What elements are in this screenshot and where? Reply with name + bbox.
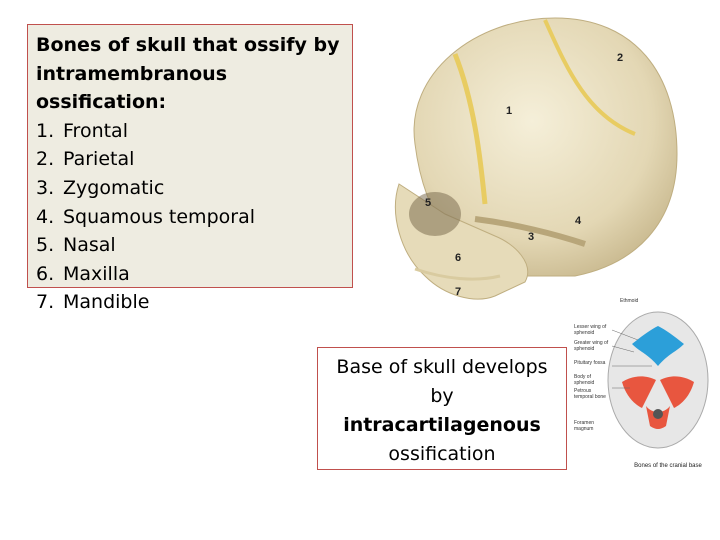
base-label: Body of sphenoid <box>574 374 595 386</box>
label-1: 1 <box>506 105 513 117</box>
intracartilaginous-info-box <box>317 347 567 470</box>
list-item: 1. Frontal <box>36 119 128 142</box>
base-label: Foramen magnum <box>574 420 595 432</box>
base-label: Petrous temporal bone <box>574 388 606 400</box>
list-item: 6. Maxilla <box>36 262 130 285</box>
box-line: Base of skull develops <box>336 356 548 378</box>
intramembranous-info-box <box>27 24 353 314</box>
box-line: by <box>430 385 454 407</box>
label-5: 5 <box>425 197 432 209</box>
label-3: 3 <box>528 231 535 243</box>
base-caption: Bones of the cranial base <box>634 463 702 469</box>
fetal-skull-illustration <box>385 14 685 314</box>
bone-list <box>36 117 344 317</box>
base-label: Ethmoid <box>620 298 639 304</box>
base-label: Lesser wing of sphenoid <box>574 324 607 336</box>
list-item: 4. Squamous temporal <box>36 205 255 228</box>
label-2: 2 <box>617 52 624 64</box>
list-item: 7. Mandible <box>36 291 150 314</box>
box-line: ossification <box>388 443 496 465</box>
base-label: Pituitary fossa <box>574 360 606 366</box>
list-item: 3. Zygomatic <box>36 176 165 199</box>
box-line-bold: intracartilagenous <box>343 414 541 436</box>
label-4: 4 <box>575 215 582 227</box>
label-7: 7 <box>455 286 462 298</box>
label-6: 6 <box>455 252 462 264</box>
list-item: 5. Nasal <box>36 234 116 257</box>
base-label: Greater wing of sphenoid <box>574 340 609 352</box>
box-heading: Bones of skull that ossify by intramembranous ossification: <box>36 34 340 114</box>
list-item: 2. Parietal <box>36 148 135 171</box>
cranial-base-figure <box>572 296 720 486</box>
